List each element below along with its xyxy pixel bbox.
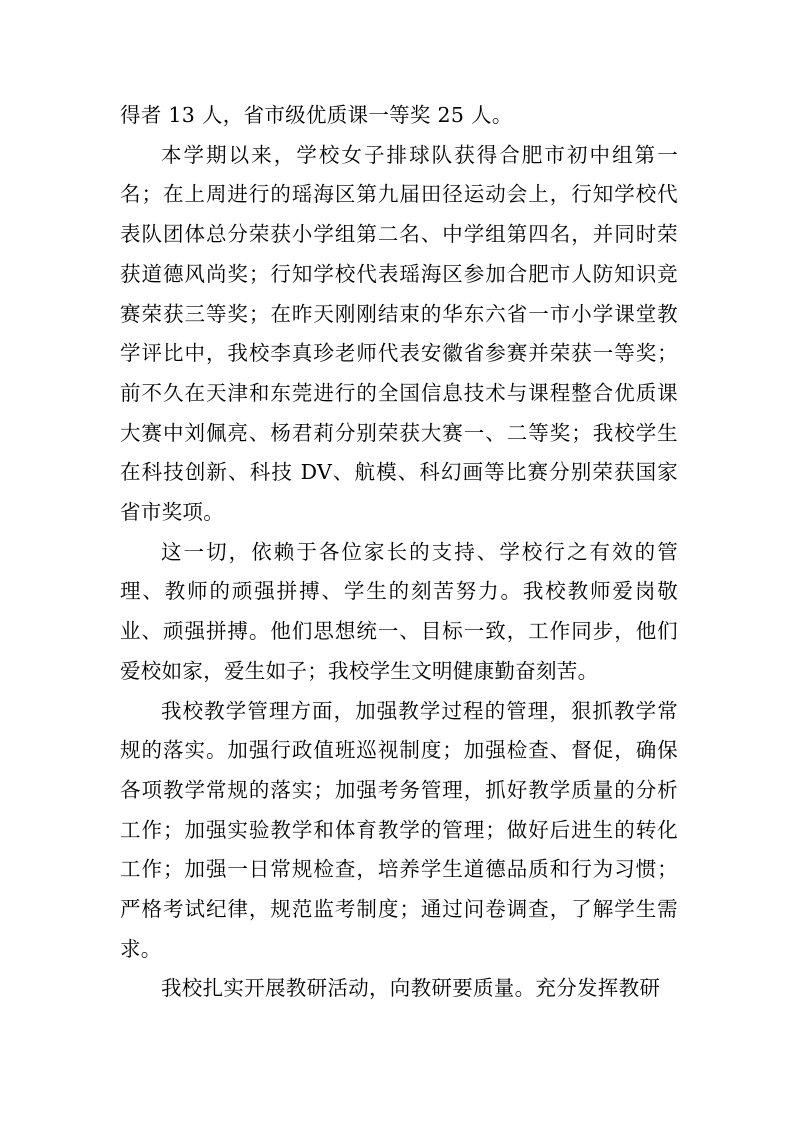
paragraph-4: 我校教学管理方面，加强教学过程的管理，狠抓教学常规的落实。加强行政值班巡视制度；加强检查、督促，确保各项教学常规的落实；加强考务管理，抓好教学质量的分析工作；加强实验教学和体育教学的管理；做好后进生的转化工作；加强一日常规检查，培养学生道德品质和行为习惯；严格考试纪律，规范监考制度；通过问卷调查，了解学生需求。 bbox=[120, 698, 678, 961]
paragraph-1: 得者 13 人，省市级优质课一等奖 25 人。 bbox=[120, 103, 513, 127]
paragraph-5: 我校扎实开展教研活动，向教研要质量。充分发挥教研 bbox=[161, 976, 661, 1001]
paragraph-2: 本学期以来，学校女子排球队获得合肥市初中组第一名；在上周进行的瑶海区第九届田径运动会上，行知学校代表队团体总分荣获小学组第二名、中学组第四名，并同时荣获道德风尚奖；行知学校代表瑶海区参加合肥市人防知识竞赛荣获三等奖；在昨天刚刚结束的华东六省一市小学课堂教学评比中，我校李真珍老师代表安徽省参赛并荣获一等奖；前不久在天津和东莞进行的全国信息技术与课程整合优质课大赛中刘佩亮、杨君莉分别荣获大赛一、二等奖；我校学生在科技创新、科技 DV、航模、科幻画等比赛分别荣获国家省市奖项。 bbox=[120, 142, 678, 525]
document-page bbox=[120, 96, 678, 1009]
paragraph-3: 这一切，依赖于各位家长的支持、学校行之有效的管理、教师的顽强拼搏、学生的刻苦努力。我校教师爱岗敬业、顽强拼搏。他们思想统一、目标一致，工作同步，他们爱校如家，爱生如子；我校学生文明健康勤奋刻苦。 bbox=[120, 539, 678, 683]
